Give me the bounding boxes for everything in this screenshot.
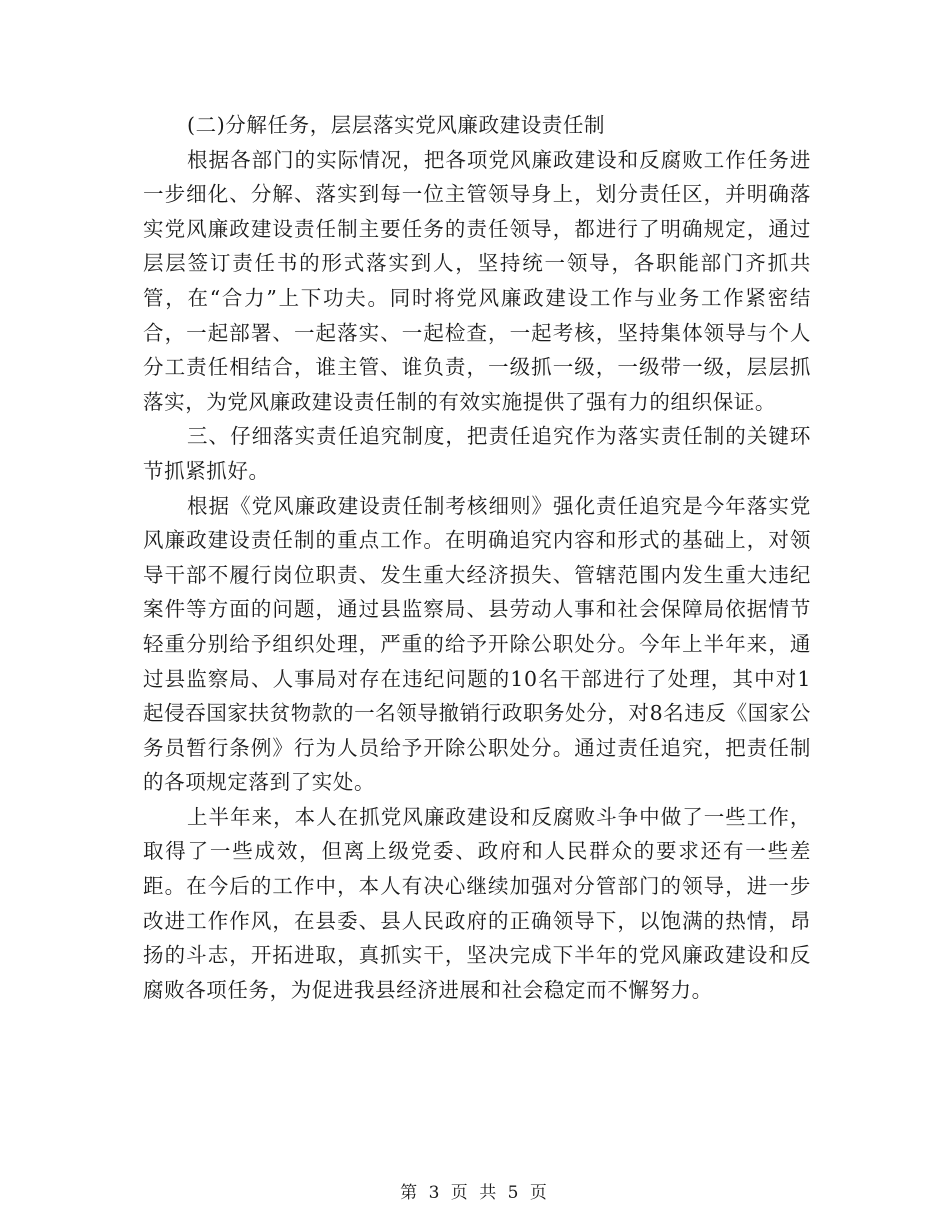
page-number-footer: 第 3 页 共 5 页 <box>400 1183 550 1203</box>
paragraph-section-heading: 三、仔细落实责任追究制度，把责任追究作为落实责任制的关键环节抓紧抓好。 <box>143 424 811 483</box>
paragraph-body: 根据《党风廉政建设责任制考核细则》强化责任追究是今年落实党风廉政建设责任制的重点工作。在明确追究内容和形式的基础上，对领导干部不履行岗位职责、发生重大经济损失、管辖范围内发生重大违纪案件等方面的问题，通过县监察局、县劳动人事和社会保障局依据情节轻重分别给予组织处理，严重的给予开除公职处分。今年上半年来，通过县监察局、人事局对存在违纪问题的10名干部进行了处理，其中对1起侵吞国家扶贫物款的一名领导撤销行政职务处分，对8名违反《国家公务员暂行条例》行为人员给予开除公职处分。通过责任追究，把责任制的各项规定落到了实处。 <box>143 493 811 795</box>
paragraph-section-heading: (二)分解任务，层层落实党风廉政建设责任制 <box>187 113 606 137</box>
paragraph-body: 根据各部门的实际情况，把各项党风廉政建设和反腐败工作任务进一步细化、分解、落实到每一位主管领导身上，划分责任区，并明确落实党风廉政建设责任制主要任务的责任领导，都进行了明确规定，通过层层签订责任书的形式落实到人，坚持统一领导，各职能部门齐抓共管，在“合力”上下功夫。同时将党风廉政建设工作与业务工作紧密结合，一起部署、一起落实、一起检查，一起考核，坚持集体领导与个人分工责任相结合，谁主管、谁负责，一级抓一级，一级带一级，层层抓落实，为党风廉政建设责任制的有效实施提供了强有力的组织保证。 <box>143 147 811 414</box>
paragraph-body: 上半年来，本人在抓党风廉政建设和反腐败斗争中做了一些工作，取得了一些成效，但离上级党委、政府和人民群众的要求还有一些差距。在今后的工作中，本人有决心继续加强对分管部门的领导，进一步改进工作作风，在县委、县人民政府的正确领导下，以饱满的热情，昂扬的斗志，开拓进取，真抓实干，坚决完成下半年的党风廉政建设和反腐败各项任务，为促进我县经济进展和社会稳定而不懈努力。 <box>143 804 811 1002</box>
document-body <box>143 108 811 1007</box>
